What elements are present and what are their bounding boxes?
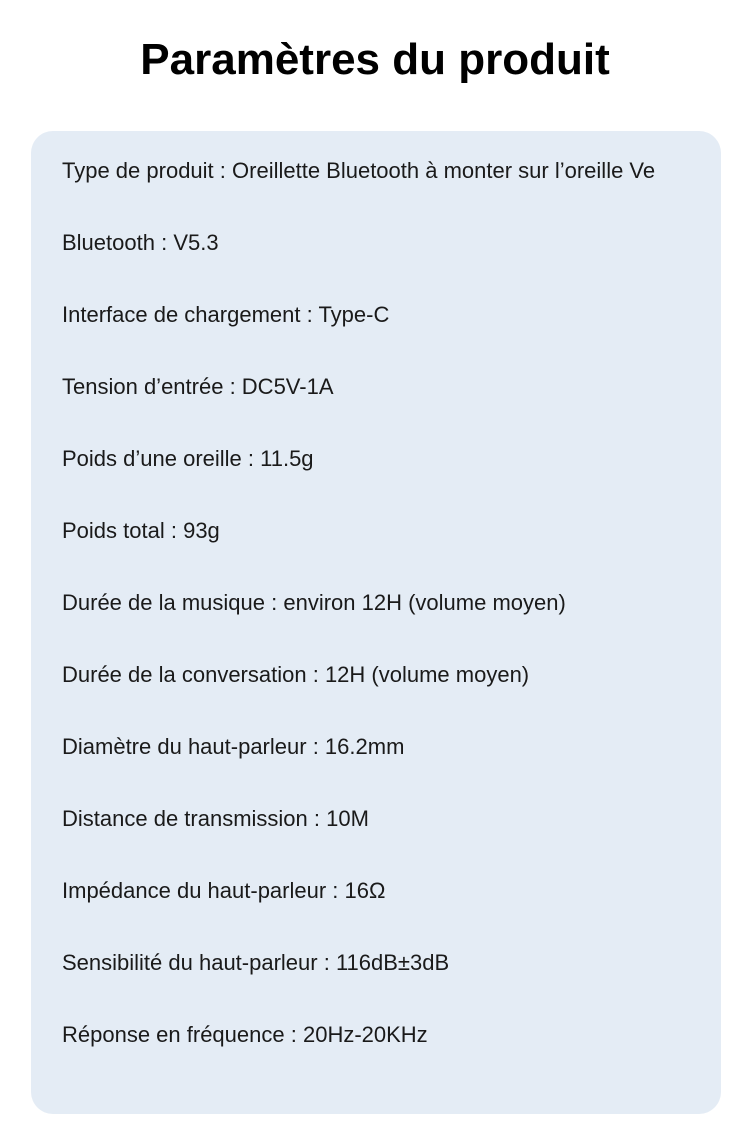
spec-label: Type de produit <box>62 158 214 183</box>
spec-label: Poids d’une oreille <box>62 446 242 471</box>
spec-label: Durée de la musique <box>62 590 266 615</box>
spec-label: Sensibilité du haut-parleur <box>62 950 318 975</box>
spec-row-transmission-distance <box>62 801 721 873</box>
spec-row-product-type <box>62 153 721 225</box>
spec-row-speaker-sensitivity <box>62 945 721 1017</box>
spec-separator: : <box>265 590 284 615</box>
spec-row-speaker-diameter <box>62 729 721 801</box>
spec-row-music-duration <box>62 585 721 657</box>
spec-value: Oreillette Bluetooth à monter sur l’oreille Ve <box>232 158 656 183</box>
spec-value: 10M <box>326 806 369 831</box>
spec-row-speaker-impedance <box>62 873 721 945</box>
spec-label: Bluetooth <box>62 230 155 255</box>
spec-separator: : <box>326 878 345 903</box>
spec-value: 11.5g <box>260 446 314 471</box>
spec-row-charging-interface <box>62 297 721 369</box>
spec-separator: : <box>223 374 242 399</box>
spec-list <box>62 153 721 1089</box>
spec-value: 116dB±3dB <box>335 950 450 975</box>
spec-row-single-ear-weight <box>62 441 721 513</box>
spec-separator: : <box>154 230 174 255</box>
spec-separator: : <box>241 446 261 471</box>
spec-value: DC5V-1A <box>241 374 334 399</box>
spec-value: V5.3 <box>173 230 219 255</box>
spec-value: Type-C <box>318 302 390 327</box>
spec-label: Interface de chargement <box>62 302 301 327</box>
spec-label: Durée de la conversation <box>62 662 307 687</box>
spec-separator: : <box>317 950 336 975</box>
spec-value: 20Hz-20KHz <box>302 1022 428 1047</box>
spec-value: 12H (volume moyen) <box>324 662 530 687</box>
spec-row-bluetooth <box>62 225 721 297</box>
spec-row-talk-duration <box>62 657 721 729</box>
spec-value: 93g <box>183 518 220 543</box>
page-title: Paramètres du produit <box>140 35 610 84</box>
spec-separator: : <box>307 806 327 831</box>
spec-separator: : <box>284 1022 303 1047</box>
spec-label: Impédance du haut-parleur <box>62 878 327 903</box>
spec-row-total-weight <box>62 513 721 585</box>
spec-separator: : <box>306 734 325 759</box>
spec-row-input-voltage <box>62 369 721 441</box>
spec-label: Poids total <box>62 518 165 543</box>
spec-separator: : <box>164 518 184 543</box>
spec-separator: : <box>213 158 233 183</box>
spec-card <box>31 131 721 1114</box>
spec-value: environ 12H (volume moyen) <box>283 590 566 615</box>
spec-value: 16.2mm <box>324 734 405 759</box>
spec-label: Tension d’entrée <box>62 374 224 399</box>
spec-separator: : <box>300 302 319 327</box>
spec-value: 16Ω <box>344 878 386 903</box>
spec-row-frequency-response <box>62 1017 721 1089</box>
spec-separator: : <box>306 662 325 687</box>
spec-label: Distance de transmission <box>62 806 308 831</box>
spec-label: Réponse en fréquence <box>62 1022 285 1047</box>
spec-label: Diamètre du haut-parleur <box>62 734 307 759</box>
